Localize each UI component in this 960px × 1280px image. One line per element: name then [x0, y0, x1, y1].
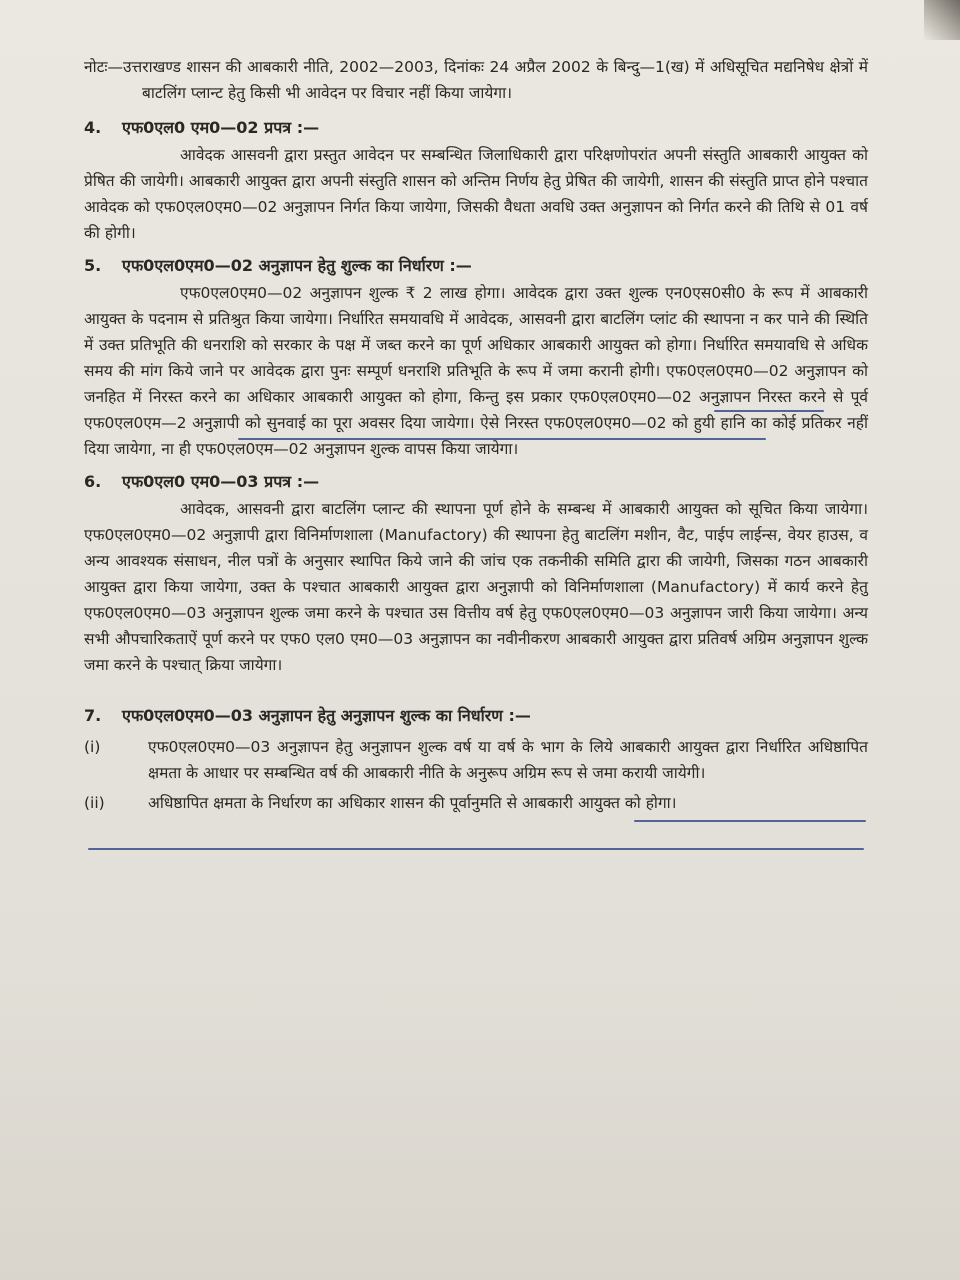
- section-6-heading: [84, 468, 868, 496]
- section-title: एफ0एल0एम0—03 अनुज्ञापन हेतु अनुज्ञापन शुल्क का निर्धारण :—: [122, 706, 531, 725]
- pen-underline: [634, 820, 866, 822]
- section-number: 6.: [84, 472, 102, 491]
- section-5-text: एफ0एल0एम0—02 अनुज्ञापन शुल्क ₹ 2 लाख होगा। आवेदक द्वारा उक्त शुल्क एन0एस0सी0 के रूप में आबकारी आयुक्त के पदनाम से प्रतिश्रुत किया जायेगा। निर्धारित समयावधि में आवेदक, आसवनी द्वारा बाटलिंग प्लांट की स्थापना न कर पाने की स्थिति में उक्त प्रतिभूति की धनराशि को सरकार के पक्ष में जब्त करने का पूर्ण अधिकार आबकारी आयुक्त को होगा। निर्धारित समयावधि से अधिक समय की मांग किये जाने पर आवेदक द्वारा पुनः सम्पूर्ण धनराशि प्रतिभूति के रूप में जमा करानी होगी। एफ0एल0एम0—02 अनुज्ञापन को जनहित में निरस्त करने का अधिकार आबकारी आयुक्त को होगा, किन्तु इस प्रकार एफ0एल0एम0—02 अनुज्ञापन निरस्त करने से पूर्व एफ0एल0एम—2 अनुज्ञापी को सुनवाई का पूरा अवसर दिया जायेगा। ऐसे निरस्त एफ0एल0एम0—02 को हुयी हानि का कोई प्रतिकर नहीं दिया जायेगा, ना ही एफ0एल0एम—02 अनुज्ञापन शुल्क वापस किया जायेगा।: [84, 284, 868, 458]
- section-6-text: आवेदक, आसवनी द्वारा बाटलिंग प्लान्ट की स्थापना पूर्ण होने के सम्बन्ध में आबकारी आयुक्त को सूचित किया जायेगा। एफ0एल0एम0—02 अनुज्ञापी द्वारा विनिर्माणशाला (Manufactory) की स्थापना हेतु बाटलिंग मशीन, वैट, पाईप लाईन्स, वेयर हाउस, व अन्य आवश्यक संसाधन, नील पत्रों के अनुसार स्थापित किये जाने की जांच एक तकनीकी समिति द्वारा की जायेगी, जिसका गठन आबकारी आयुक्त द्वारा किया जायेगा, उक्त के पश्चात आबकारी आयुक्त द्वारा अनुज्ञापी को विनिर्माणशाला (Manufactory) में कार्य करने हेतु एफ0एल0एम0—03 अनुज्ञापन शुल्क जमा करने के पश्चात उस वित्तीय वर्ष हेतु एफ0एल0एम0—03 अनुज्ञापन जारी किया जायेगा। अन्य सभी औपचारिकताऐं पूर्ण करने पर एफ0 एल0 एम0—03 अनुज्ञापन का नवीनीकरण आबकारी आयुक्त द्वारा प्रतिवर्ष अग्रिम अनुज्ञापन शुल्क जमा करने के पश्चात् क्रिया जायेगा।: [84, 500, 868, 674]
- pen-underline: [714, 410, 824, 412]
- document-body: [84, 54, 868, 816]
- section-4-text: आवेदक आसवनी द्वारा प्रस्तुत आवेदन पर सम्बन्धित जिलाधिकारी द्वारा परिक्षणोपरांत अपनी संस्तुति आबकारी आयुक्त को प्रेषित की जायेगी। आबकारी आयुक्त द्वारा अपनी संस्तुति शासन को अन्तिम निर्णय हेतु प्रेषित की जायेगी, शासन की संस्तुति प्राप्त होने पश्चात आवेदक को एफ0एल0एम0—02 अनुज्ञापन निर्गत किया जायेगा, जिसकी वैधता अवधि उक्त अनुज्ञापन को निर्गत करने की तिथि से 01 वर्ष की होगी।: [84, 146, 868, 242]
- item-text: अधिष्ठापित क्षमता के निर्धारण का अधिकार शासन की पूर्वानुमति से आबकारी आयुक्त को होगा।: [148, 794, 677, 812]
- pen-underline: [238, 438, 766, 440]
- section-7-item-ii: [84, 790, 868, 816]
- section-number: 7.: [84, 706, 102, 725]
- section-title: एफ0एल0एम0—02 अनुज्ञापन हेतु शुल्क का निर्धारण :—: [122, 256, 472, 275]
- section-title: एफ0एल0 एम0—02 प्रपत्र :—: [122, 118, 320, 137]
- policy-note: नोटः—उत्तराखण्ड शासन की आबकारी नीति, 2002—2003, दिनांकः 24 अप्रैल 2002 के बिन्दु—1(ख) में अधिसूचित मद्यनिषेध क्षेत्रों में बाटलिंग प्लान्ट हेतु किसी भी आवेदन पर विचार नहीं किया जायेगा।: [84, 58, 868, 102]
- item-label: (i): [84, 738, 101, 756]
- item-text: एफ0एल0एम0—03 अनुज्ञापन हेतु अनुज्ञापन शुल्क वर्ष या वर्ष के भाग के लिये आबकारी आयुक्त द्वारा निर्धारित अधिष्ठापित क्षमता के आधार पर सम्बन्धित वर्ष की आबकारी नीति के अनुरूप अग्रिम रूप से जमा करायी जायेगी।: [148, 738, 868, 782]
- section-7-item-i: [84, 734, 868, 786]
- section-7-heading: [84, 702, 868, 730]
- section-title: एफ0एल0 एम0—03 प्रपत्र :—: [122, 472, 320, 491]
- pen-underline: [88, 848, 864, 850]
- section-number: 4.: [84, 118, 102, 137]
- section-4-heading: [84, 114, 868, 142]
- item-label: (ii): [84, 794, 105, 812]
- page-corner-shadow: [924, 0, 960, 40]
- section-number: 5.: [84, 256, 102, 275]
- section-5-heading: [84, 252, 868, 280]
